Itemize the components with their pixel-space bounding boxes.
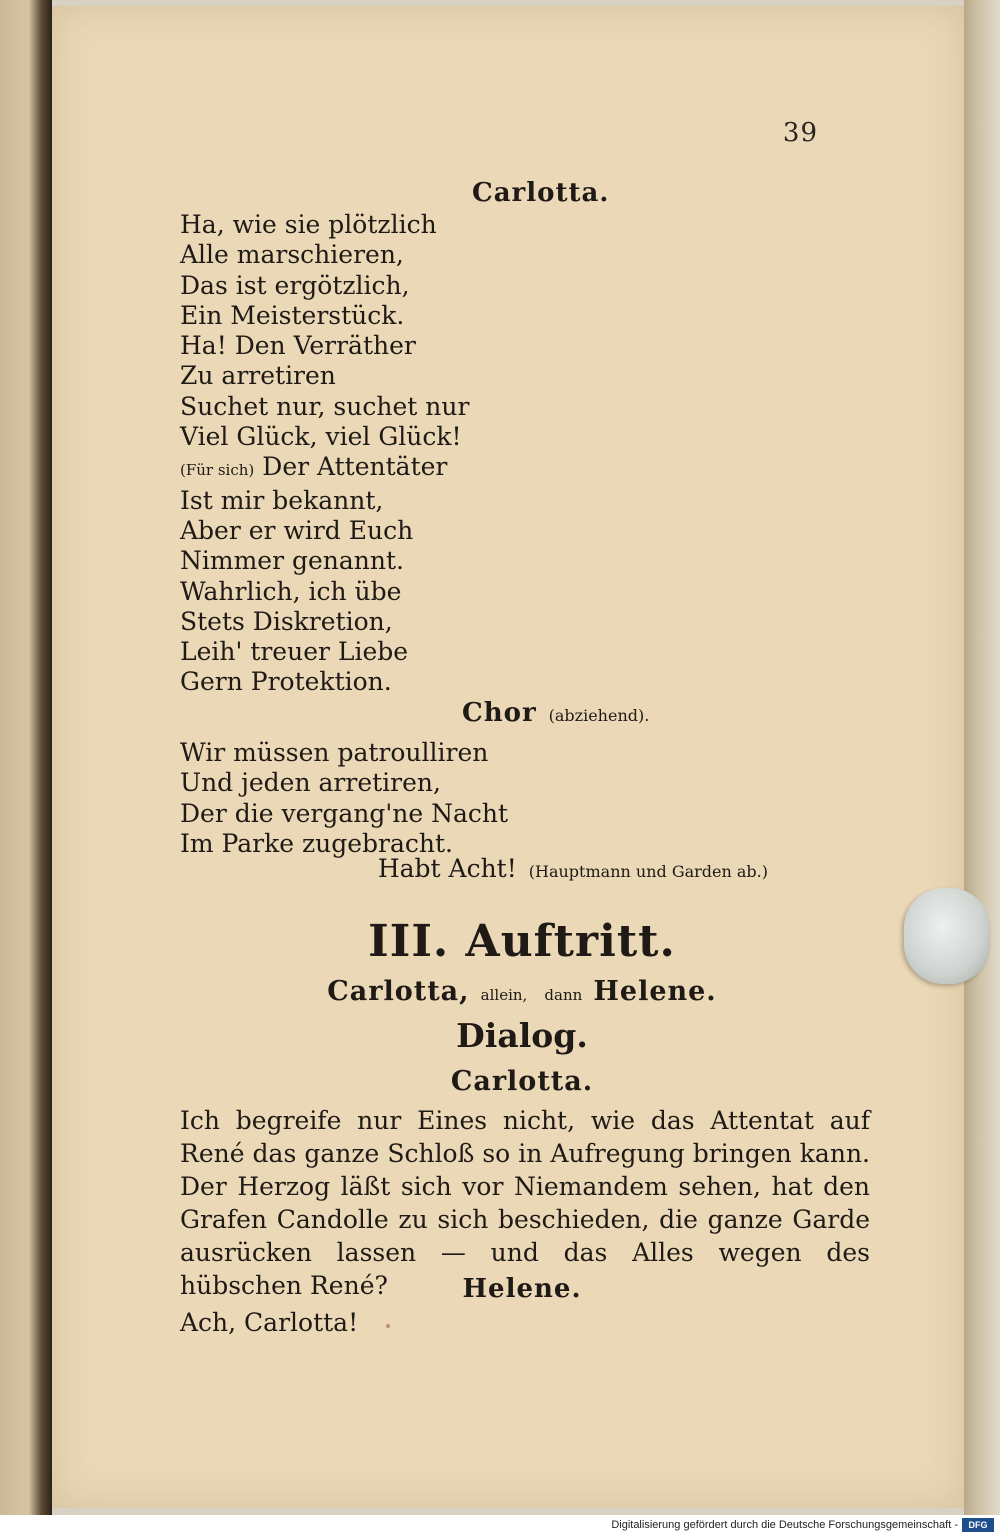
verse-line: Ein Meisterstück.	[180, 300, 405, 330]
verse-block-carlotta	[180, 210, 469, 698]
verse-line: Und jeden arretiren,	[180, 768, 441, 798]
speaker-carlotta: Carlotta.	[472, 178, 610, 208]
stage-direction-abziehend: (abziehend).	[548, 706, 650, 725]
verse-line-text: Der Attentäter	[262, 452, 448, 482]
page-number: 39	[782, 118, 818, 148]
verse-line: Viel Glück, viel Glück!	[180, 422, 462, 452]
verse-line: Nimmer genannt.	[180, 546, 404, 576]
verse-line: Stets Diskretion,	[180, 606, 393, 636]
stage-direction-exit: (Hauptmann und Garden ab.)	[528, 862, 768, 881]
verse-line: Ha, wie sie plötzlich	[180, 210, 437, 239]
dialog-prose: Ich begreife nur Eines nicht, wie das Attentat auf René das ganze Schloß so in Aufregung bringen kann. Der Herzog läßt sich vor Niemandem sehen, hat den Grafen Candolle zu sich beschieden, die ganze Garde ausrücken lassen — und das Alles wegen des hübschen René?	[180, 1106, 870, 1300]
exit-line-text: Habt Acht!	[377, 854, 517, 883]
verse-line: Gern Protektion.	[180, 667, 392, 697]
verse-block-chor	[180, 738, 508, 859]
verse-line: Ha! Den Verräther	[180, 331, 416, 361]
final-line: Ach, Carlotta!	[180, 1308, 359, 1337]
dfg-logo-icon: DFG	[962, 1518, 994, 1532]
chor-heading	[462, 698, 649, 728]
character-note-dann: dann	[544, 986, 583, 1004]
bookmark-tab	[904, 888, 990, 984]
verse-line: Wahrlich, ich übe	[180, 576, 402, 606]
scene-title: III. Auftritt.	[368, 916, 676, 967]
verse-line: Suchet nur, suchet nur	[180, 391, 470, 421]
speaker-helene: Helene.	[462, 1274, 582, 1304]
ink-speck	[386, 1324, 390, 1328]
verse-line: Ist mir bekannt,	[180, 485, 384, 515]
verse-line: Das ist ergötzlich,	[180, 270, 410, 300]
exit-line	[378, 854, 768, 883]
verse-line: Der die vergang'ne Nacht	[180, 798, 509, 828]
verse-line: Zu arretiren	[180, 361, 336, 391]
verse-line: Alle marschieren,	[180, 240, 404, 270]
character-helene: Helene.	[593, 976, 717, 1007]
dialog-heading: Dialog.	[456, 1016, 588, 1055]
speaker-chor: Chor	[462, 698, 537, 728]
verse-line: Aber er wird Euch	[180, 515, 414, 545]
verse-line: Leih' treuer Liebe	[180, 637, 409, 667]
stage-direction-aside: (Für sich)	[180, 461, 255, 480]
book-page	[52, 6, 964, 1508]
character-note-allein: allein,	[480, 986, 528, 1004]
verse-line-with-aside	[180, 452, 469, 485]
right-page-edge	[964, 0, 1000, 1515]
left-page-edge	[0, 0, 52, 1515]
footer-bar	[0, 1515, 1000, 1535]
verse-line: Im Parke zugebracht.	[180, 828, 453, 858]
verse-line: Wir müssen patroulliren	[180, 738, 489, 767]
character-carlotta: Carlotta,	[327, 976, 470, 1007]
speaker-carlotta: Carlotta.	[450, 1066, 594, 1097]
scene-characters	[52, 976, 992, 1007]
footer-credit: Digitalisierung gefördert durch die Deutsche Forschungsgemeinschaft -	[611, 1519, 958, 1531]
